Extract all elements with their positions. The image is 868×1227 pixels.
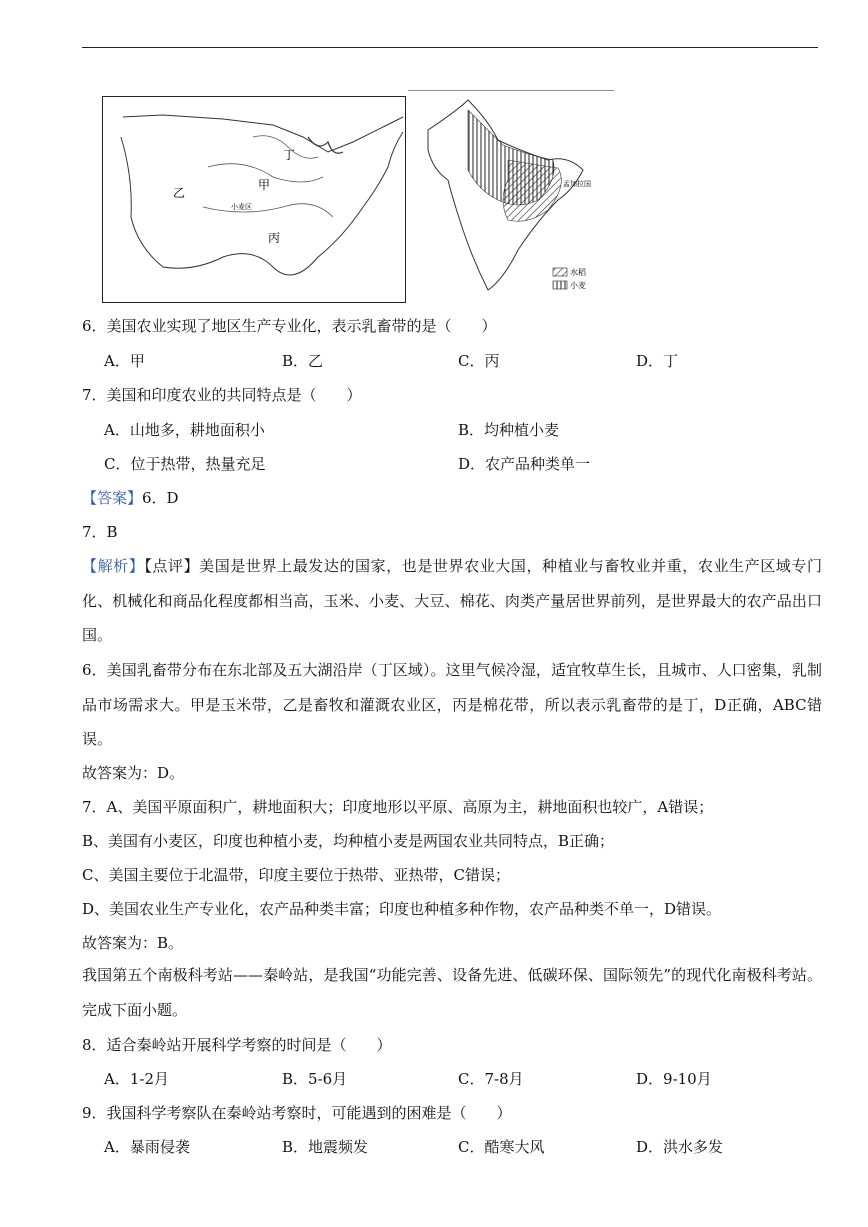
analysis-q7-a: 7．A、美国平原面积广，耕地面积大；印度地形以平原、高原为主，耕地面积也较广，A错误；: [82, 798, 714, 816]
q8-option-c[interactable]: C．7-8月: [458, 1070, 524, 1088]
answer-tag: 【答案】: [82, 489, 143, 507]
legend-wheat: 小麦: [570, 281, 586, 290]
q6-option-d[interactable]: D．丁: [636, 352, 679, 370]
region-label-jia: 甲: [258, 178, 271, 192]
us-agriculture-map: [102, 96, 406, 303]
q6-stem: 6．美国农业实现了地区生产专业化，表示乳畜带的是（ ）: [82, 317, 497, 335]
q7-option-d[interactable]: D．农产品种类单一: [458, 455, 591, 473]
india-agriculture-map: [408, 90, 614, 300]
answer-7: 7．B: [82, 523, 118, 541]
answer-6: 6．D: [142, 489, 179, 507]
q8-stem: 8．适合秦岭站开展科学考察的时间是（ ）: [82, 1036, 392, 1054]
region-label-ding: 丁: [283, 148, 296, 162]
q7-option-b[interactable]: B．均种植小麦: [458, 421, 560, 439]
q9-stem: 9．我国科学考察队在秦岭站考察时，可能遇到的困难是（ ）: [82, 1104, 512, 1122]
analysis-q6-answer: 故答案为：D。: [82, 764, 185, 782]
passage-text: 我国第五个南极科考站——秦岭站，是我国“功能完善、设备先进、低碳环保、国际领先”的现代化南极科考站。完成下面小题。: [82, 966, 822, 1019]
region-label-bing: 丙: [268, 231, 281, 245]
india-country-label: 孟加拉国: [563, 180, 591, 188]
region-label-yi: 乙: [173, 186, 186, 200]
legend-rice: 水稻: [570, 268, 586, 277]
analysis-q7-b: B、美国有小麦区，印度也种植小麦，均种植小麦是两国农业共同特点，B正确；: [82, 832, 615, 850]
q9-option-c[interactable]: C．酷寒大风: [458, 1138, 545, 1156]
q6-option-c[interactable]: C．丙: [458, 352, 500, 370]
analysis-tag: 【解析】: [82, 557, 145, 575]
q7-option-a[interactable]: A．山地多，耕地面积小: [104, 421, 265, 439]
analysis-q7-answer: 故答案为：B。: [82, 934, 184, 952]
q6-option-a[interactable]: A．甲: [104, 352, 145, 370]
analysis-q7-c: C、美国主要位于北温带，印度主要位于热带、亚热带，C错误；: [82, 866, 510, 884]
q9-option-b[interactable]: B．地震频发: [282, 1138, 369, 1156]
q8-option-a[interactable]: A．1-2月: [104, 1070, 169, 1088]
region-label-small: 小麦区: [231, 203, 252, 211]
analysis-q7-d: D、美国农业生产专业化，农产品种类丰富；印度也种植多种作物，农产品种类不单一，D错误。: [82, 900, 722, 918]
analysis-intro: [82, 549, 822, 653]
analysis-q6: 6．美国乳畜带分布在东北部及五大湖沿岸（丁区域）。这里气候冷湿，适宜牧草生长，且城市、人口密集，乳制品市场需求大。甲是玉米带，乙是畜牧和灌溉农业区，丙是棉花带，所以表示乳畜带的是丁，D正确，ABC错误。: [82, 661, 822, 748]
analysis-intro-text: 【点评】美国是世界上最发达的国家，也是世界农业大国，种植业与畜牧业并重，农业生产区域专门化、机械化和商品化程度都相当高，玉米、小麦、大豆、棉花、肉类产量居世界前列，是世界最大的农产品出口国。: [82, 557, 822, 644]
answer-line-1: [82, 488, 179, 508]
q8-option-b[interactable]: B．5-6月: [282, 1070, 348, 1088]
q6-option-b[interactable]: B．乙: [282, 352, 324, 370]
q8-option-d[interactable]: D．9-10月: [636, 1070, 712, 1088]
q7-stem: 7．美国和印度农业的共同特点是（ ）: [82, 386, 362, 404]
q7-option-c[interactable]: C．位于热带，热量充足: [104, 455, 266, 473]
q9-option-d[interactable]: D．洪水多发: [636, 1138, 724, 1156]
q9-option-a[interactable]: A．暴雨侵袭: [104, 1138, 190, 1156]
header-rule: [82, 47, 818, 48]
